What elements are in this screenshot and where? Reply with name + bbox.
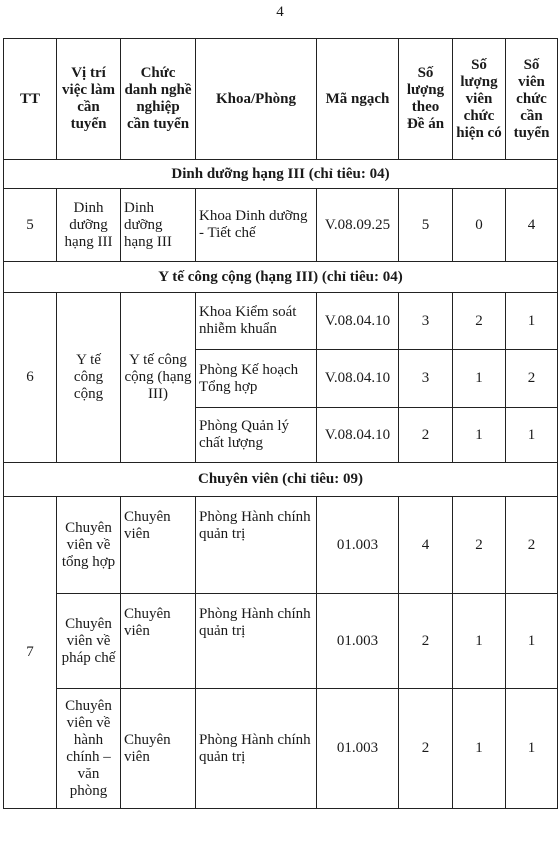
cell-chuc-danh: Chuyên viên [121, 497, 196, 594]
cell-tt: 6 [4, 293, 57, 463]
table-row [4, 689, 558, 809]
header-row [4, 39, 558, 160]
section-title: Chuyên viên (chỉ tiêu: 09) [4, 463, 558, 497]
cell-de-an: 2 [399, 408, 453, 463]
header-so-can-tuyen: Số viên chức cần tuyển [506, 39, 558, 160]
cell-khoa-phong: Phòng Hành chính quản trị [196, 497, 317, 594]
cell-khoa-phong: Khoa Kiểm soát nhiễm khuẩn [196, 293, 317, 350]
section-title-row [4, 262, 558, 293]
cell-can-tuyen: 1 [506, 408, 558, 463]
cell-tt: 7 [4, 497, 57, 809]
cell-khoa-phong: Phòng Kế hoạch Tổng hợp [196, 350, 317, 408]
cell-khoa-phong: Khoa Dinh dưỡng - Tiết chế [196, 189, 317, 262]
header-tt: TT [4, 39, 57, 160]
cell-ma-ngach: 01.003 [317, 497, 399, 594]
cell-can-tuyen: 1 [506, 594, 558, 689]
cell-vi-tri: Dinh dưỡng hạng III [57, 189, 121, 262]
cell-tt: 5 [4, 189, 57, 262]
header-khoa-phong: Khoa/Phòng [196, 39, 317, 160]
cell-vi-tri: Chuyên viên về hành chính – văn phòng [57, 689, 121, 809]
cell-hien-co: 1 [453, 350, 506, 408]
cell-ma-ngach: 01.003 [317, 689, 399, 809]
table-row [4, 293, 558, 350]
table-row [4, 497, 558, 594]
cell-chuc-danh: Y tế công cộng (hạng III) [121, 293, 196, 463]
cell-vi-tri: Chuyên viên về pháp chế [57, 594, 121, 689]
cell-can-tuyen: 2 [506, 497, 558, 594]
cell-de-an: 2 [399, 594, 453, 689]
cell-chuc-danh: Chuyên viên [121, 594, 196, 689]
cell-ma-ngach: V.08.04.10 [317, 408, 399, 463]
table-row [4, 594, 558, 689]
cell-de-an: 5 [399, 189, 453, 262]
cell-hien-co: 0 [453, 189, 506, 262]
header-so-luong-de-an: Số lượng theo Đề án [399, 39, 453, 160]
cell-vi-tri: Chuyên viên về tổng hợp [57, 497, 121, 594]
page-number: 4 [276, 4, 284, 20]
cell-chuc-danh: Chuyên viên [121, 689, 196, 809]
cell-hien-co: 2 [453, 497, 506, 594]
section-title-row [4, 160, 558, 189]
header-vi-tri: Vị trí việc làm cần tuyển [57, 39, 121, 160]
cell-vi-tri: Y tế công cộng [57, 293, 121, 463]
cell-ma-ngach: V.08.09.25 [317, 189, 399, 262]
cell-can-tuyen: 1 [506, 293, 558, 350]
cell-khoa-phong: Phòng Hành chính quản trị [196, 689, 317, 809]
cell-khoa-phong: Phòng Quản lý chất lượng [196, 408, 317, 463]
cell-ma-ngach: V.08.04.10 [317, 350, 399, 408]
header-so-luong-hien-co: Số lượng viên chức hiện có [453, 39, 506, 160]
cell-can-tuyen: 4 [506, 189, 558, 262]
cell-hien-co: 1 [453, 408, 506, 463]
cell-de-an: 4 [399, 497, 453, 594]
cell-can-tuyen: 2 [506, 350, 558, 408]
cell-hien-co: 1 [453, 594, 506, 689]
cell-de-an: 2 [399, 689, 453, 809]
cell-de-an: 3 [399, 293, 453, 350]
cell-hien-co: 1 [453, 689, 506, 809]
header-chuc-danh: Chức danh nghề nghiệp cần tuyển [121, 39, 196, 160]
section-title-row [4, 463, 558, 497]
section-title: Dinh dưỡng hạng III (chỉ tiêu: 04) [4, 160, 558, 189]
header-ma-ngach: Mã ngạch [317, 39, 399, 160]
cell-chuc-danh: Dinh dưỡng hạng III [121, 189, 196, 262]
cell-khoa-phong: Phòng Hành chính quản trị [196, 594, 317, 689]
recruitment-table [3, 38, 558, 809]
table-row [4, 189, 558, 262]
cell-ma-ngach: 01.003 [317, 594, 399, 689]
cell-can-tuyen: 1 [506, 689, 558, 809]
cell-hien-co: 2 [453, 293, 506, 350]
cell-ma-ngach: V.08.04.10 [317, 293, 399, 350]
cell-de-an: 3 [399, 350, 453, 408]
section-title: Y tế công cộng (hạng III) (chỉ tiêu: 04) [4, 262, 558, 293]
